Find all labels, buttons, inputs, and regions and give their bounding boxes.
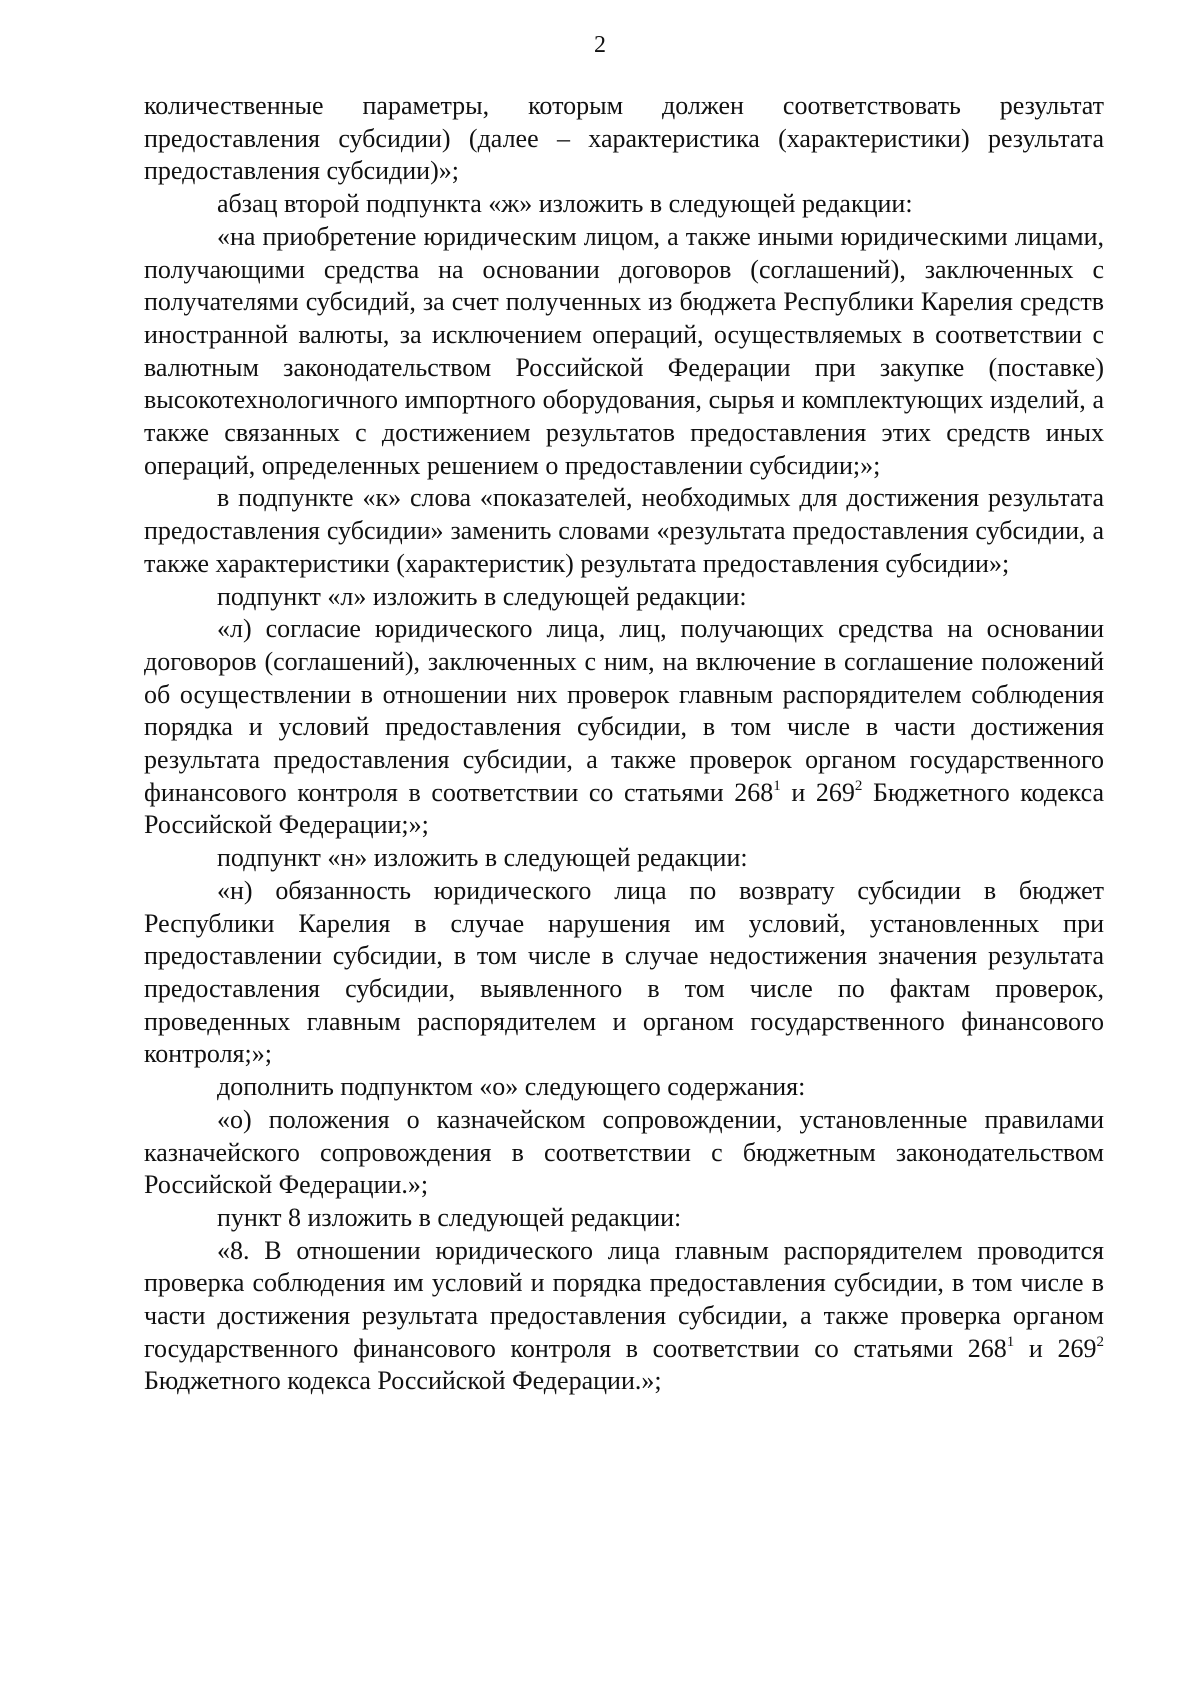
paragraph-instruction: подпункт «н» изложить в следующей редакции: xyxy=(217,843,748,873)
superscript: 2 xyxy=(854,777,863,794)
page-number: 2 xyxy=(594,32,606,58)
text-segment: Бюджетного кодекса Российской Федерации.»; xyxy=(144,1366,662,1396)
paragraph-continuation: количественные параметры, которым должен соответствовать результат предоставления субсидии) (далее – характеристика (характеристики) результата предоставления субсидии)»; xyxy=(144,91,1104,186)
paragraph-instruction: абзац второй подпункта «ж» изложить в следующей редакции: xyxy=(217,189,913,219)
paragraph-quoted-amendment: «на приобретение юридическим лицом, а также иными юридическими лицами, получающими средства на основании договоров (соглашений), заключенных с получателями субсидий, за счет полученных из бюджета Республики Карелия средств иностранной валюты, за исключением операций, осуществляемых в соответствии с валютным законодательством Российской Федерации при закупке (поставке) высокотехнологичного импортного оборудования, сырья и комплектующих изделий, а также связанных с достижением результатов предоставления этих средств иных операций, определенных решением о предоставлении субсидии;»; xyxy=(144,221,1104,480)
text-segment: «8. В отношении юридического лица главным распорядителем проводится проверка соблюдения им условий и порядка предоставления субсидии, в том числе в части достижения результата предоставления субсидии, а также проверка органом государственного финансового контроля в соответствии со статьями 268 xyxy=(144,1235,1104,1363)
superscript: 1 xyxy=(1006,1333,1015,1350)
document-body xyxy=(144,90,1104,1398)
text-segment: и 269 xyxy=(1014,1333,1097,1363)
paragraph-quoted-amendment-l xyxy=(144,613,1104,842)
text-segment: и 269 xyxy=(780,777,855,807)
paragraph-instruction: в подпункте «к» слова «показателей, необходимых для достижения результата предоставления субсидии» заменить словами «результата предоставления субсидии, а также характеристики (характеристик) результата предоставления субсидии»; xyxy=(144,483,1104,578)
paragraph-quoted-amendment-o: «о) положения о казначейском сопровождении, установленные правилами казначейского сопровождения в соответствии с бюджетным законодательством Российской Федерации.»; xyxy=(144,1104,1104,1200)
paragraph-quoted-amendment-n: «н) обязанность юридического лица по возврату субсидии в бюджет Республики Карелия в случае нарушения им условий, установленных при предоставлении субсидии, в том числе в случае недостижения значения результата предоставления субсидии, выявленного в том числе по фактам проверок, проведенных главным распорядителем и органом государственного финансового контроля;»; xyxy=(144,875,1104,1069)
paragraph-instruction: пункт 8 изложить в следующей редакции: xyxy=(217,1202,682,1232)
text-segment: «л) согласие юридического лица, лиц, получающих средства на основании договоров (соглашений), заключенных с ним, на включение в соглашение положений об осуществлении в отношении них проверок главным распорядителем соблюдения порядка и условий предоставления субсидии, в том числе в части достижения результата предоставления субсидии, а также проверок органом государственного финансового контроля в соответствии со статьями 268 xyxy=(144,614,1104,807)
paragraph-instruction: подпункт «л» изложить в следующей редакции: xyxy=(217,581,747,611)
text-segment: Бюджетного кодекса Российской Федерации;»; xyxy=(144,777,1105,840)
paragraph-quoted-amendment-8 xyxy=(144,1235,1104,1399)
paragraph-instruction: дополнить подпунктом «о» следующего содержания: xyxy=(217,1072,806,1102)
superscript: 1 xyxy=(773,777,781,794)
superscript: 2 xyxy=(1096,1333,1104,1350)
